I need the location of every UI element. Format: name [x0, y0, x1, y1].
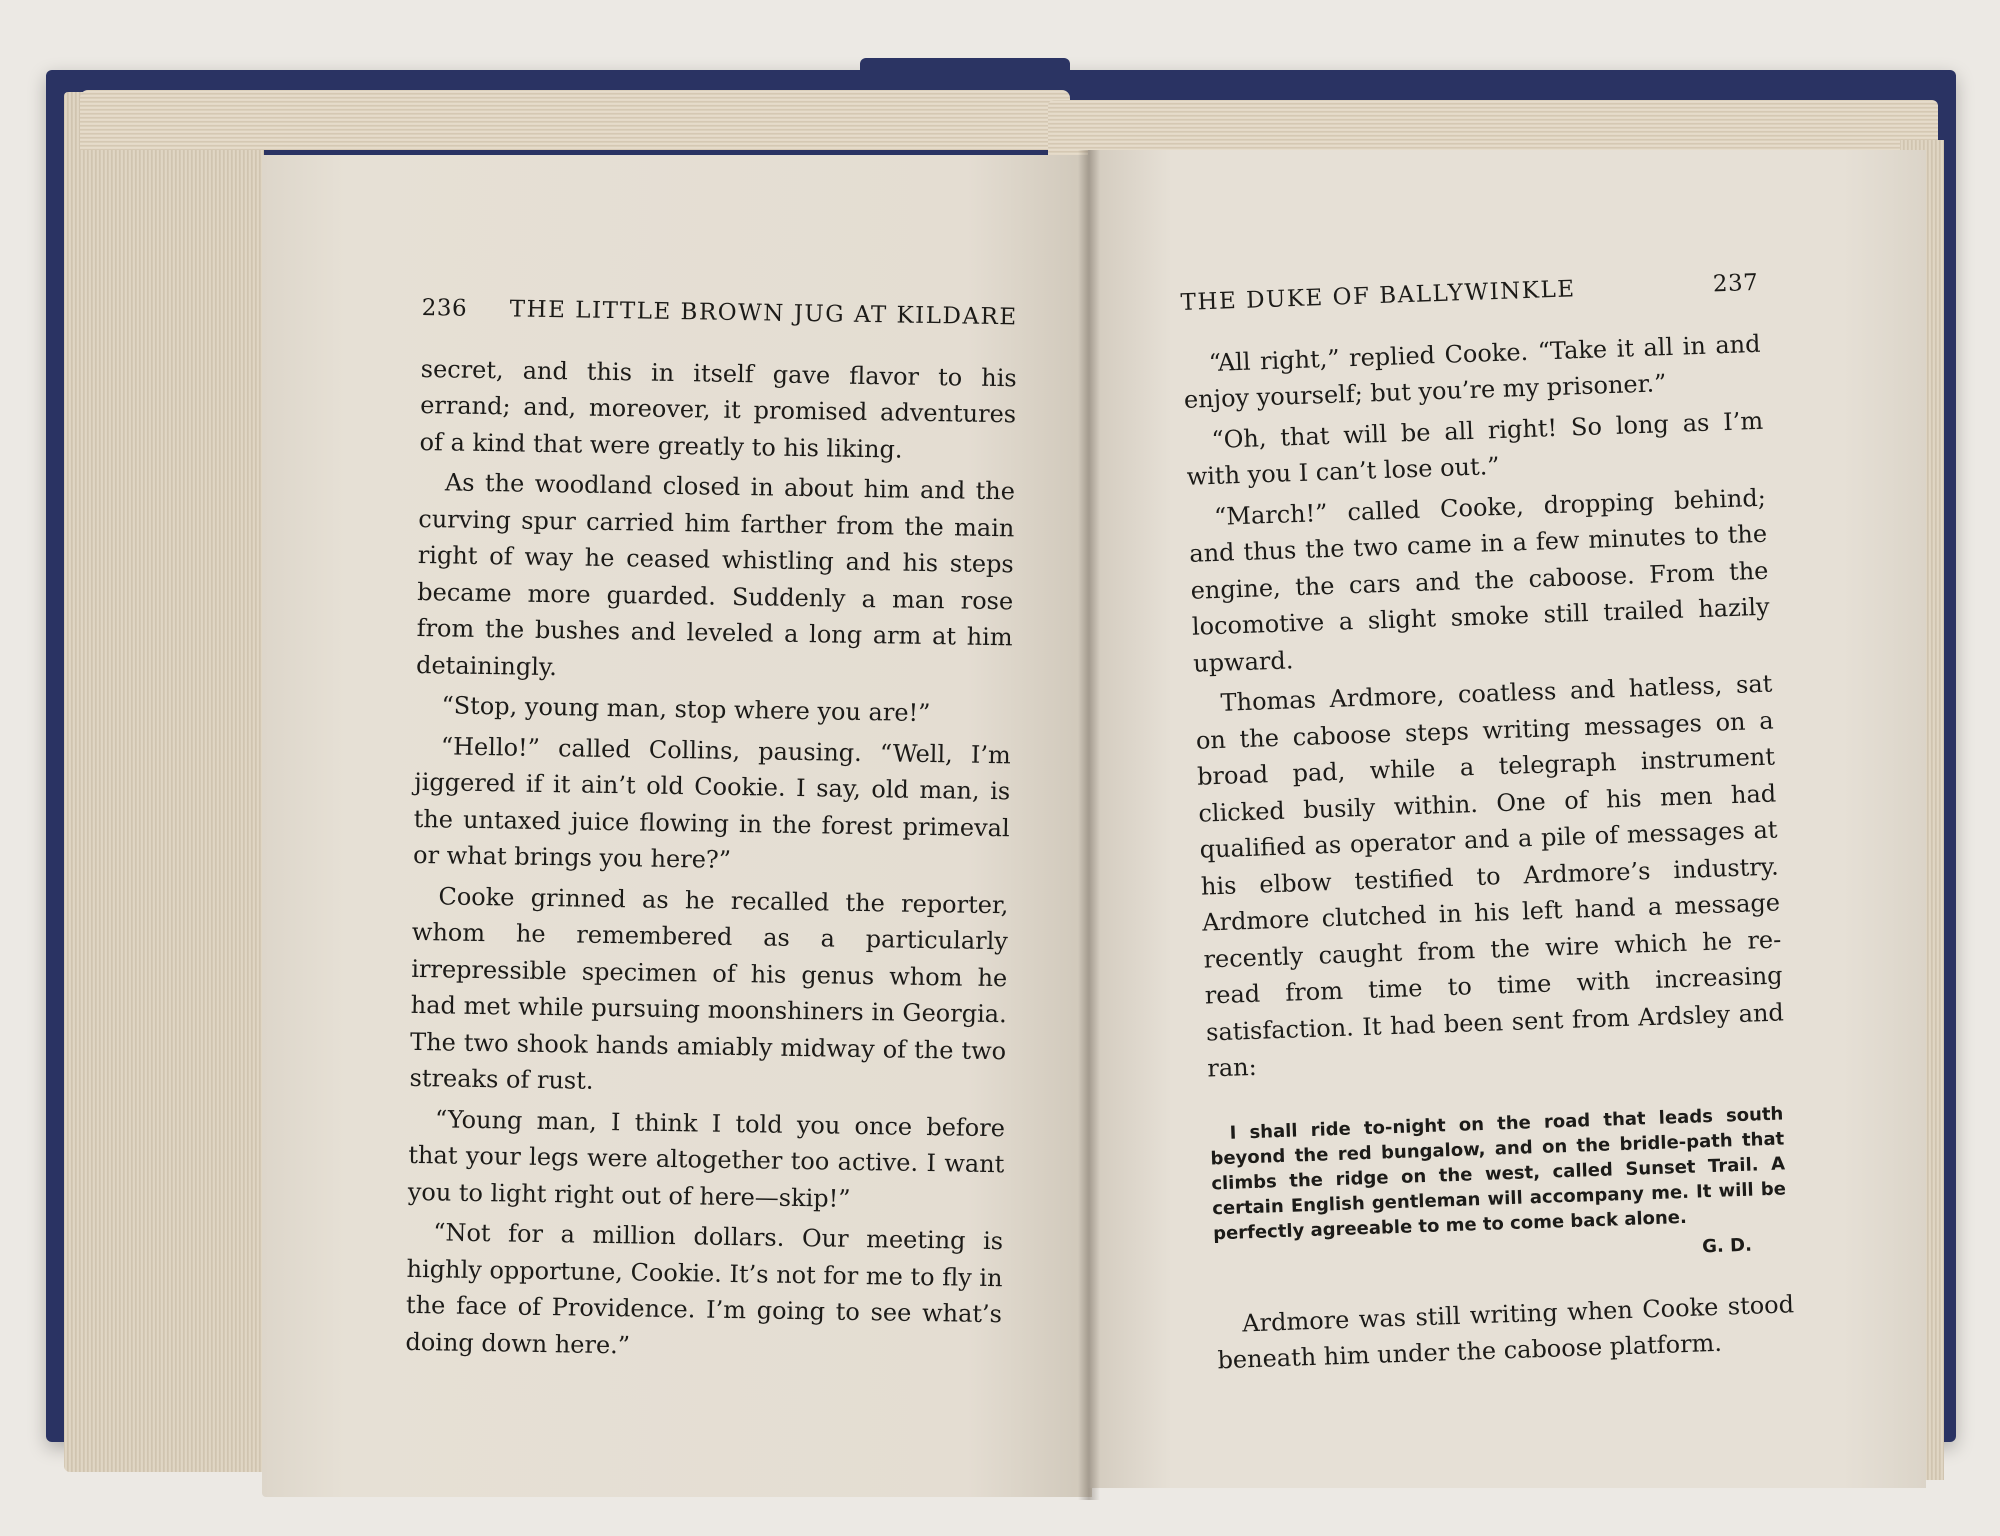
paragraph: Ardmore was still writing when Cooke stood beneath him under the caboose platform. — [1217, 1289, 1795, 1375]
paragraph: “Young man, I think I told you once before that your legs were altogether too active. I want you to light right out of here—skip!” — [407, 1104, 1006, 1213]
page-edges-top-left — [80, 90, 1070, 150]
paragraph: secret, and this in itself gave flavor to his errand; and, moreover, it promised adventures of a kind that were greatly to his liking. — [419, 354, 1017, 464]
paragraph: “March!” called Cooke, dropping behind; and thus the two came in a few minutes to the engine, the cars and the caboose. From the locomotive a slight smoke still trailed hazily upward. — [1188, 483, 1771, 678]
paragraph: “Stop, young man, stop where you are!” — [441, 691, 931, 728]
left-running-head — [421, 290, 1017, 336]
right-running-head-title: THE DUKE OF BALLYWINKLE — [1180, 276, 1576, 316]
paragraph: “All right,” replied Cooke. “Take it all in and enjoy yourself; but you’re my prisoner.” — [1183, 329, 1761, 414]
paragraph: Thomas Ardmore, coatless and hatless, sat on the caboose steps writing messages on a broad pad, while a telegraph instrument clicked busily within. One of his men had qualified as operator and a pile of messages at his elbow testified to Ardmore’s industry. Ardmore clutched in his left hand a message recently caught from the wire which he re-read from time to time with increasing satisfaction. It had been sent from Ardsley and ran: — [1195, 669, 1785, 1083]
paragraph: “Oh, that will be all right! So long as I’m with you I can’t lose out.” — [1186, 406, 1764, 491]
right-page-text — [1180, 265, 1796, 1383]
left-page-number: 236 — [421, 294, 468, 322]
left-running-head-title: THE LITTLE BROWN JUG AT KILDARE — [509, 296, 1018, 331]
paragraph: “Not for a million dollars. Our meeting is highly opportune, Cookie. It’s not for me to fly in the face of Providence. I’m going to see what’s doing down here.” — [405, 1218, 1004, 1359]
right-page-number: 237 — [1712, 269, 1759, 298]
paragraph: As the woodland closed in about him and the curving spur carried him farther from the main right of way he ceased whistling and his steps became more guarded. Suddenly a man rose from the bushes and leveled a long arm at him detainingly. — [415, 468, 1016, 681]
telegram-signature: G. D. — [1701, 1234, 1753, 1257]
paragraph: “Hello!” called Collins, pausing. “Well, I’m jiggered if it ain’t old Cookie. I say, old man, is the untaxed juice flowing in the forest primeval or what brings you here?” — [412, 731, 1011, 874]
paragraph: Cooke grinned as he recalled the reporter, whom he remembered as a particularly irrepressible specimen of his genus whom he had met while pursuing moonshiners in Georgia. The two shook hands amiably midway of the two streaks of rust. — [409, 881, 1009, 1095]
left-page — [262, 155, 1092, 1497]
telegram-message: I shall ride to-night on the road that leads south beyond the red bungalow, and on the bridle-path that climbs the ridge on the west, called Sunset Trail. A certain English gentleman will accompany me. It will be perfectly agreeable to me to come back alone. — [1210, 1102, 1787, 1244]
right-page — [1088, 150, 1926, 1488]
page-edges-top-right — [1048, 100, 1938, 155]
book-gutter — [1078, 150, 1100, 1500]
right-running-head — [1180, 265, 1759, 322]
left-page-text — [405, 290, 1018, 1373]
page-edges-left — [64, 92, 264, 1472]
